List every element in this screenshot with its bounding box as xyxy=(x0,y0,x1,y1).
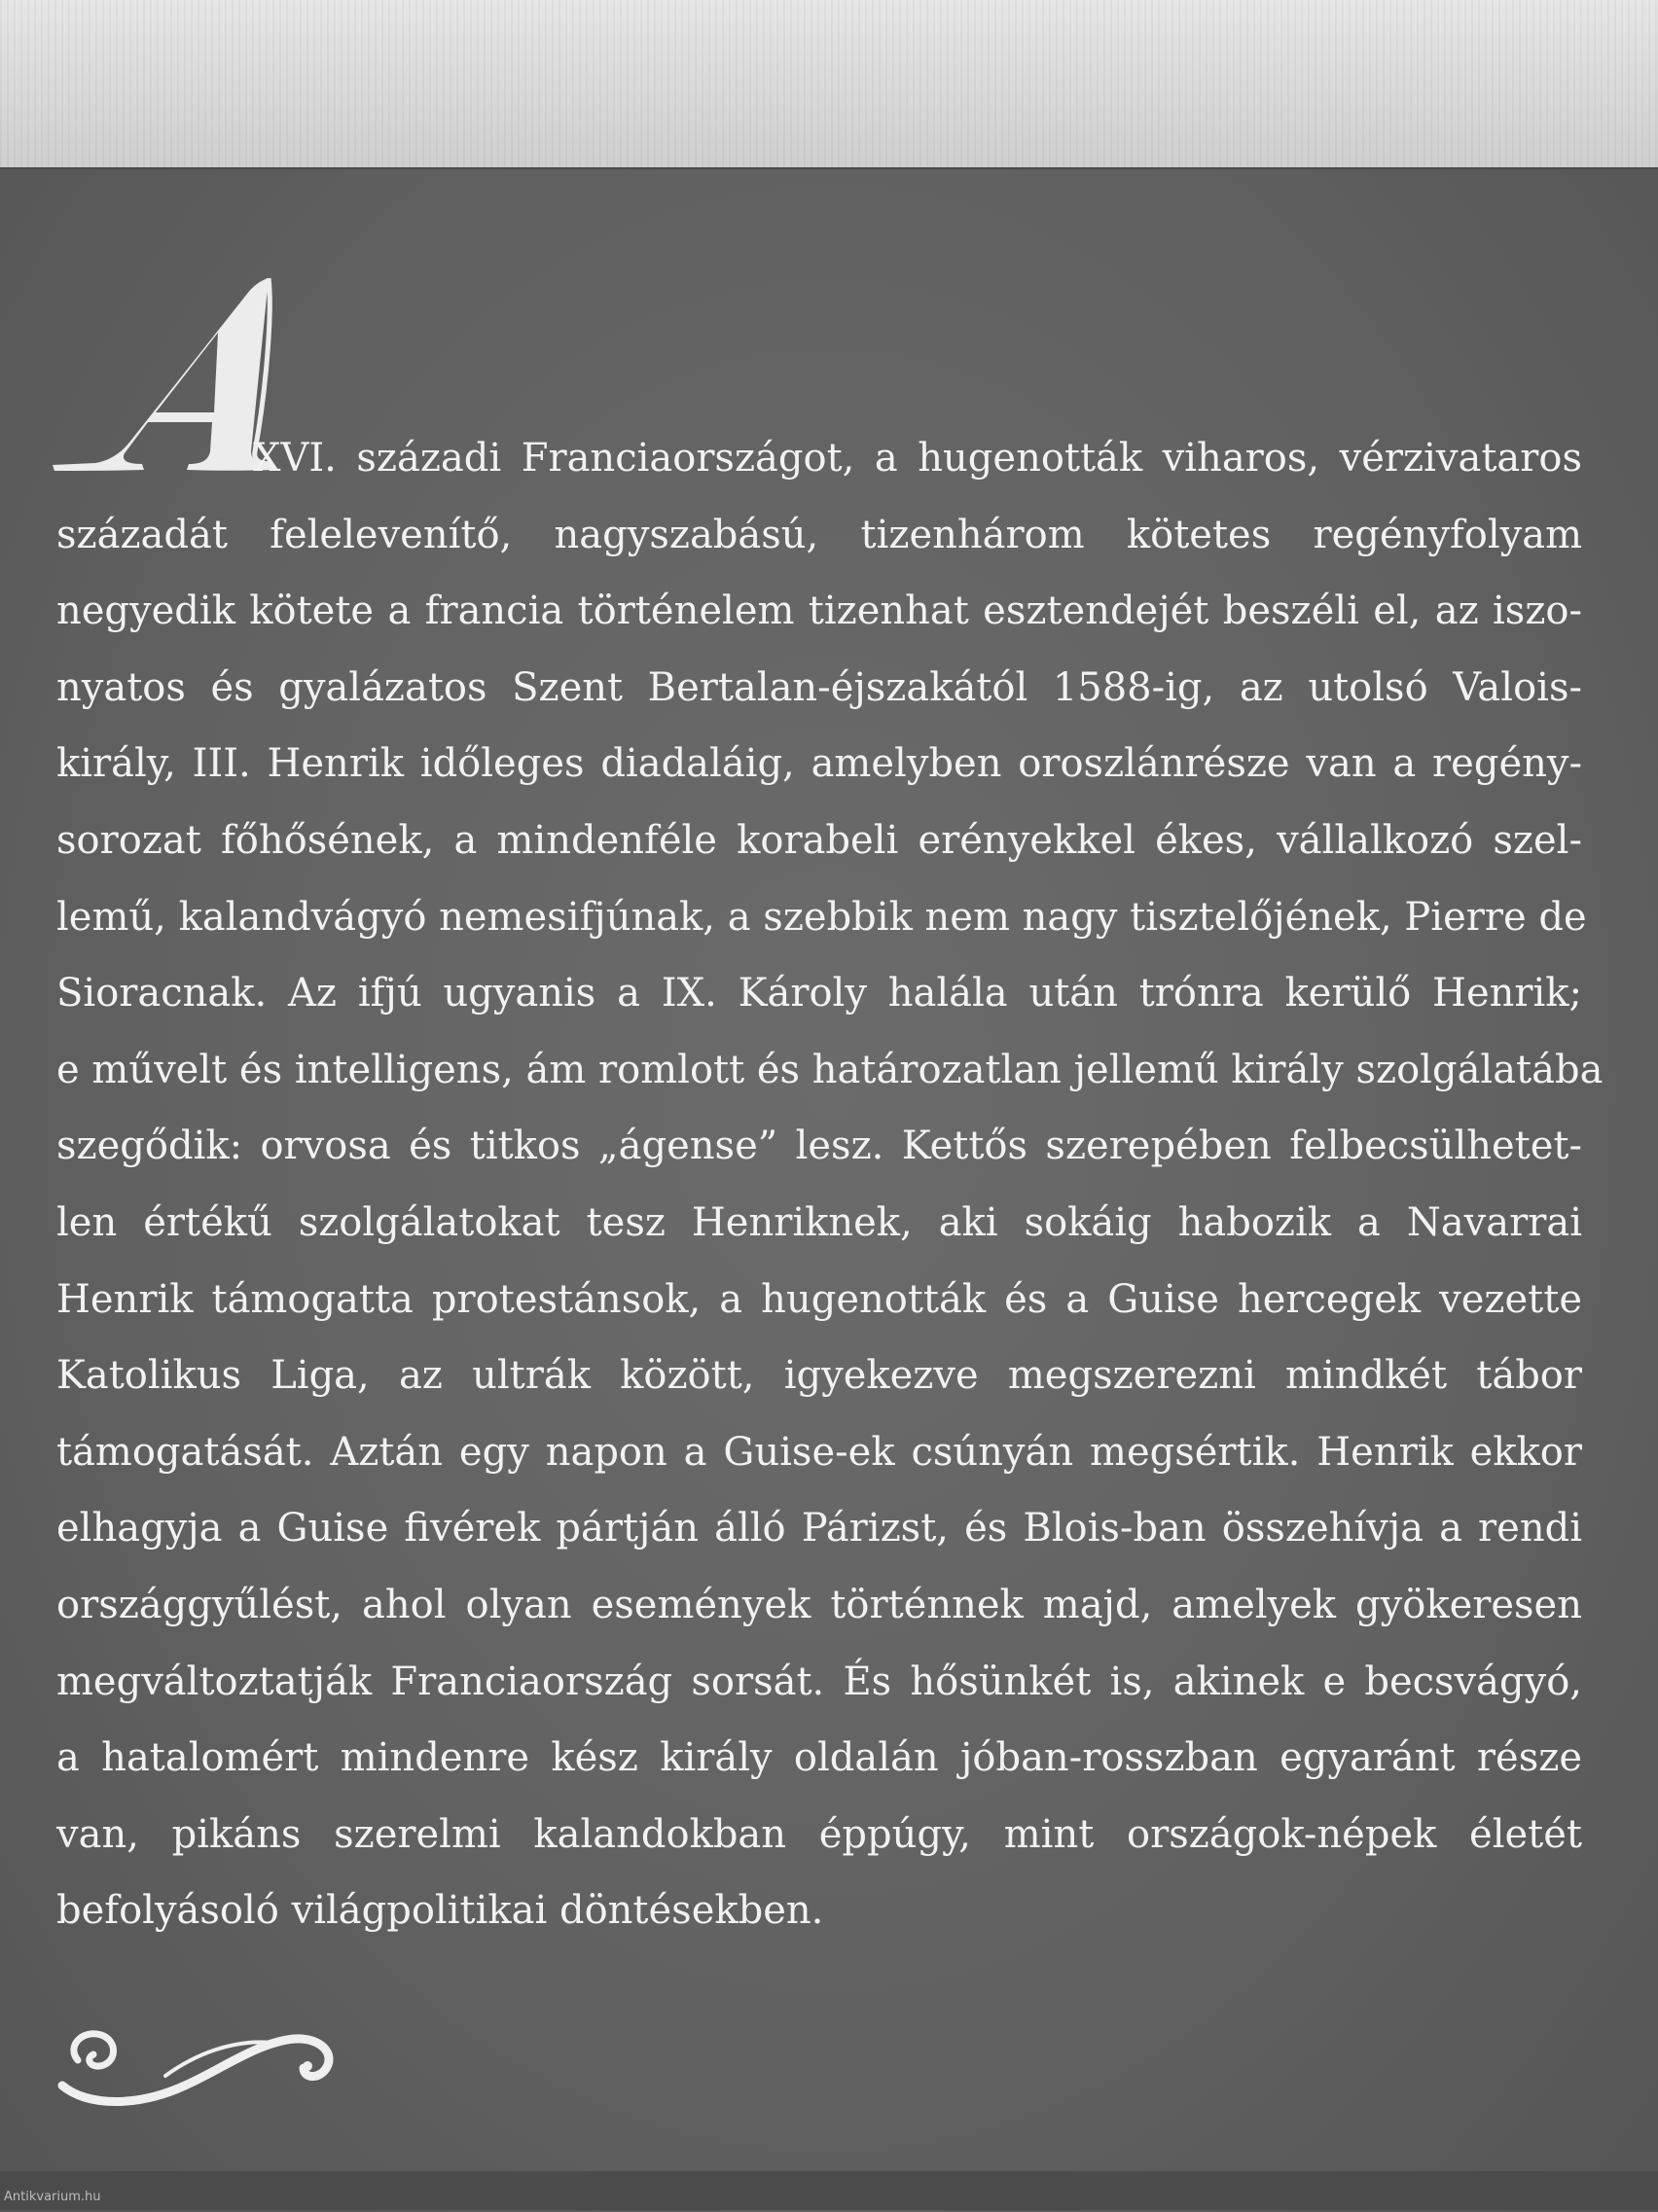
text-line: elhagyja a Guise fivérek pártján álló Párizst, és Blois-ban összehívja a rendi xyxy=(56,1506,1582,1552)
text-line: sorozat főhősének, a mindenféle korabeli erényekkel ékes, vállalkozó szel- xyxy=(56,817,1582,863)
text-line: századát felelevenítő, nagyszabású, tizenhárom kötetes regényfolyam xyxy=(56,512,1582,557)
bottom-edge xyxy=(0,2171,1658,2210)
text-line: befolyásoló világpolitikai döntésekben. xyxy=(56,1888,824,1934)
text-line: országgyűlést, ahol olyan események történnek majd, amelyek gyökeresen xyxy=(56,1582,1582,1627)
text-line: Katolikus Liga, az ultrák között, igyekezve megszerezni mindkét tábor xyxy=(56,1353,1582,1399)
text-line: király, III. Henrik időleges diadaláig, amelyben oroszlánrésze van a regény- xyxy=(56,741,1582,787)
swirl-ornament-icon xyxy=(49,2000,341,2117)
text-line: negyedik kötete a francia történelem tizenhat esztendejét beszéli el, az iszo- xyxy=(56,589,1582,634)
text-line: nyatos és gyalázatos Szent Bertalan-éjszakától 1588-ig, az utolsó Valois- xyxy=(56,664,1582,710)
text-line: támogatását. Aztán egy napon a Guise-ek csúnyán megsértik. Henrik ekkor xyxy=(56,1429,1582,1475)
text-line: van, pikáns szerelmi kalandokban éppúgy, mint országok-népek életét xyxy=(56,1811,1582,1857)
top-paper-strip xyxy=(0,0,1658,167)
text-line: e művelt és intelligens, ám romlott és határozatlan jellemű király szolgálatába xyxy=(56,1047,1604,1092)
text-line: lemű, kalandvágyó nemesifjúnak, a szebbik nem nagy tisztelőjének, Pierre de xyxy=(56,894,1587,940)
watermark: Antikvarium.hu xyxy=(4,2190,101,2204)
text-line: XVI. századi Franciaországot, a hugenották viharos, vérzivataros xyxy=(253,436,1582,481)
text-line: Henrik támogatta protestánsok, a hugenották és a Guise hercegek vezette xyxy=(56,1276,1582,1322)
text-line: len értékű szolgálatokat tesz Henriknek, aki sokáig habozik a Navarrai xyxy=(56,1199,1582,1245)
text-line: szegődik: orvosa és titkos „ágense” lesz. Kettős szerepében felbecsülhetet- xyxy=(56,1124,1582,1169)
blurb-text xyxy=(56,420,1604,1949)
text-line: megváltoztatják Franciaország sorsát. És hősünkét is, akinek e becsvágyó, xyxy=(56,1659,1582,1704)
text-line: a hatalomért mindenre kész király oldalán jóban-rosszban egyaránt része xyxy=(56,1735,1582,1781)
text-line: Sioracnak. Az ifjú ugyanis a IX. Károly halála után trónra kerülő Henrik; xyxy=(56,971,1582,1017)
